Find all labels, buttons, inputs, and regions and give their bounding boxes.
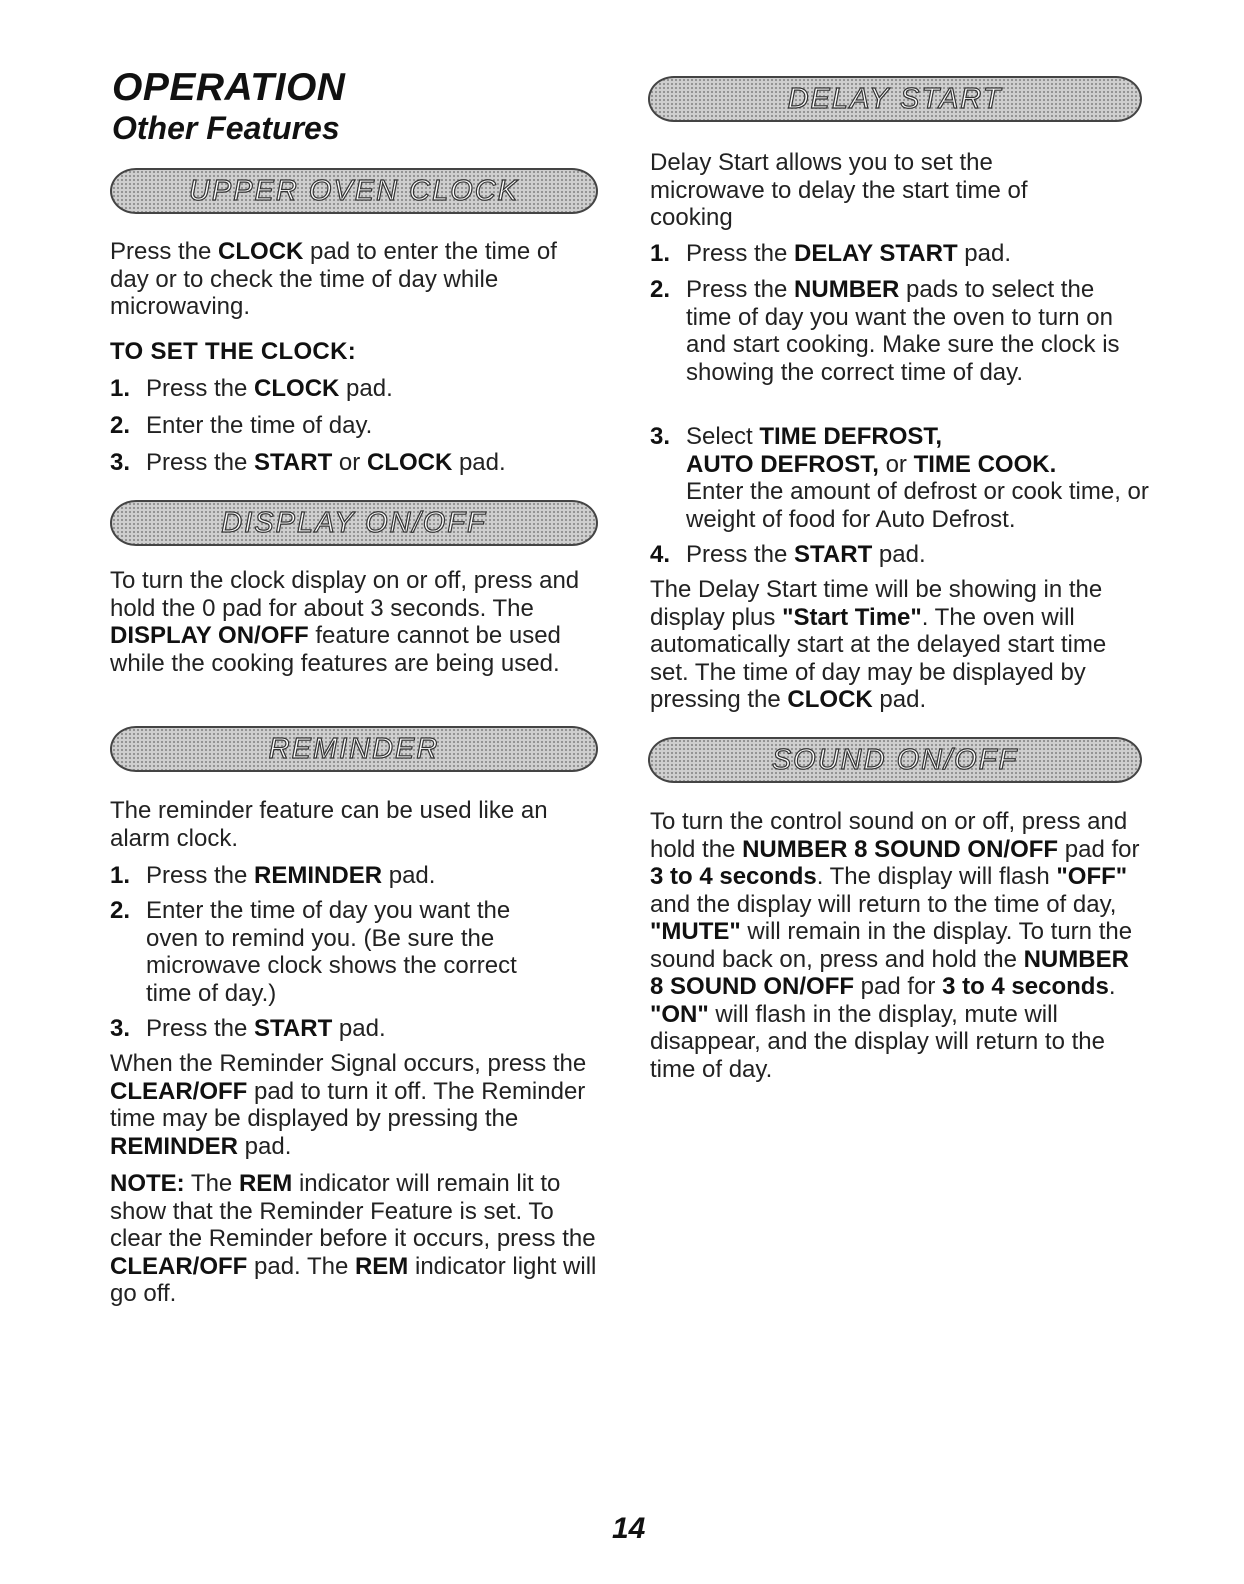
set-clock-step: 3. Press the START or CLOCK pad. xyxy=(110,449,506,476)
reminder-intro: The reminder feature can be used like an alarm clock. xyxy=(110,797,548,852)
reminder-note: NOTE: The REM indicator will remain lit to show that the Reminder Feature is set. To clear the Reminder before it occurs, press the CLEAR/OFF pad. The REM indicator light will go off. xyxy=(110,1170,597,1307)
delay-start-step: 1. Press the DELAY START pad. xyxy=(650,240,1012,267)
banner-reminder-text: REMINDER xyxy=(268,732,440,765)
banner-display-onoff xyxy=(110,500,598,546)
banner-upper-oven-clock-text: UPPER OVEN CLOCK xyxy=(188,174,520,207)
upper-oven-clock-intro: Press the CLOCK pad to enter the time of day or to check the time of day while microwaving. xyxy=(110,238,557,320)
page-number: 14 xyxy=(612,1512,646,1545)
reminder-after: When the Reminder Signal occurs, press the CLEAR/OFF pad to turn it off. The Reminder time may be displayed by pressing the REMINDER pad. xyxy=(110,1050,587,1160)
banner-reminder xyxy=(110,726,598,772)
sound-onoff-text: To turn the control sound on or off, press and hold the NUMBER 8 SOUND ON/OFF pad for 3 to 4 seconds. The display will flash "OFF" and the display will return to the time of day, "MUTE" will remain in the display. To turn the sound back on, press and hold the NUMBER 8 SOUND ON/OFF pad for 3 to 4 seconds. "ON" will flash in the display, mute will disappear, and the display will return to the time of day. xyxy=(650,808,1140,1083)
banner-upper-oven-clock xyxy=(110,168,598,214)
set-clock-step: 1. Press the CLOCK pad. xyxy=(110,375,393,402)
banner-sound-onoff xyxy=(648,737,1142,783)
set-clock-step: 2. Enter the time of day. xyxy=(110,412,373,439)
delay-start-step: 2. Press the NUMBER pads to select the time of day you want the oven to turn on and start cooking. Make sure the clock is showing the correct time of day. xyxy=(650,276,1120,386)
banner-delay-start xyxy=(648,76,1142,122)
reminder-step: 2. Enter the time of day you want the oven to remind you. (Be sure the microwave clock shows the correct time of day.) xyxy=(110,897,517,1007)
delay-start-step: 4. Press the START pad. xyxy=(650,541,926,568)
set-clock-heading: TO SET THE CLOCK: xyxy=(110,338,356,365)
reminder-step: 3. Press the START pad. xyxy=(110,1015,386,1042)
display-onoff-text: To turn the clock display on or off, press and hold the 0 pad for about 3 seconds. The DISPLAY ON/OFF feature cannot be used while the cooking features are being used. xyxy=(110,567,580,677)
page-title: OPERATION xyxy=(112,66,346,109)
banner-delay-start-text: DELAY START xyxy=(787,82,1003,115)
banner-display-onoff-text: DISPLAY ON/OFF xyxy=(221,506,487,539)
banner-sound-onoff-text: SOUND ON/OFF xyxy=(771,743,1019,776)
delay-start-intro: Delay Start allows you to set the microwave to delay the start time of cooking xyxy=(650,149,1028,231)
reminder-step: 1. Press the REMINDER pad. xyxy=(110,862,436,889)
delay-start-after: The Delay Start time will be showing in the display plus "Start Time". The oven will automatically start at the delayed start time set. The time of day may be displayed by pressing the CLOCK pad. xyxy=(650,576,1107,713)
delay-start-step: 3. Select TIME DEFROST, AUTO DEFROST, or TIME COOK. Enter the amount of defrost or cook time, or weight of food for Auto Defrost. xyxy=(650,423,1149,533)
page-subtitle: Other Features xyxy=(112,110,340,146)
